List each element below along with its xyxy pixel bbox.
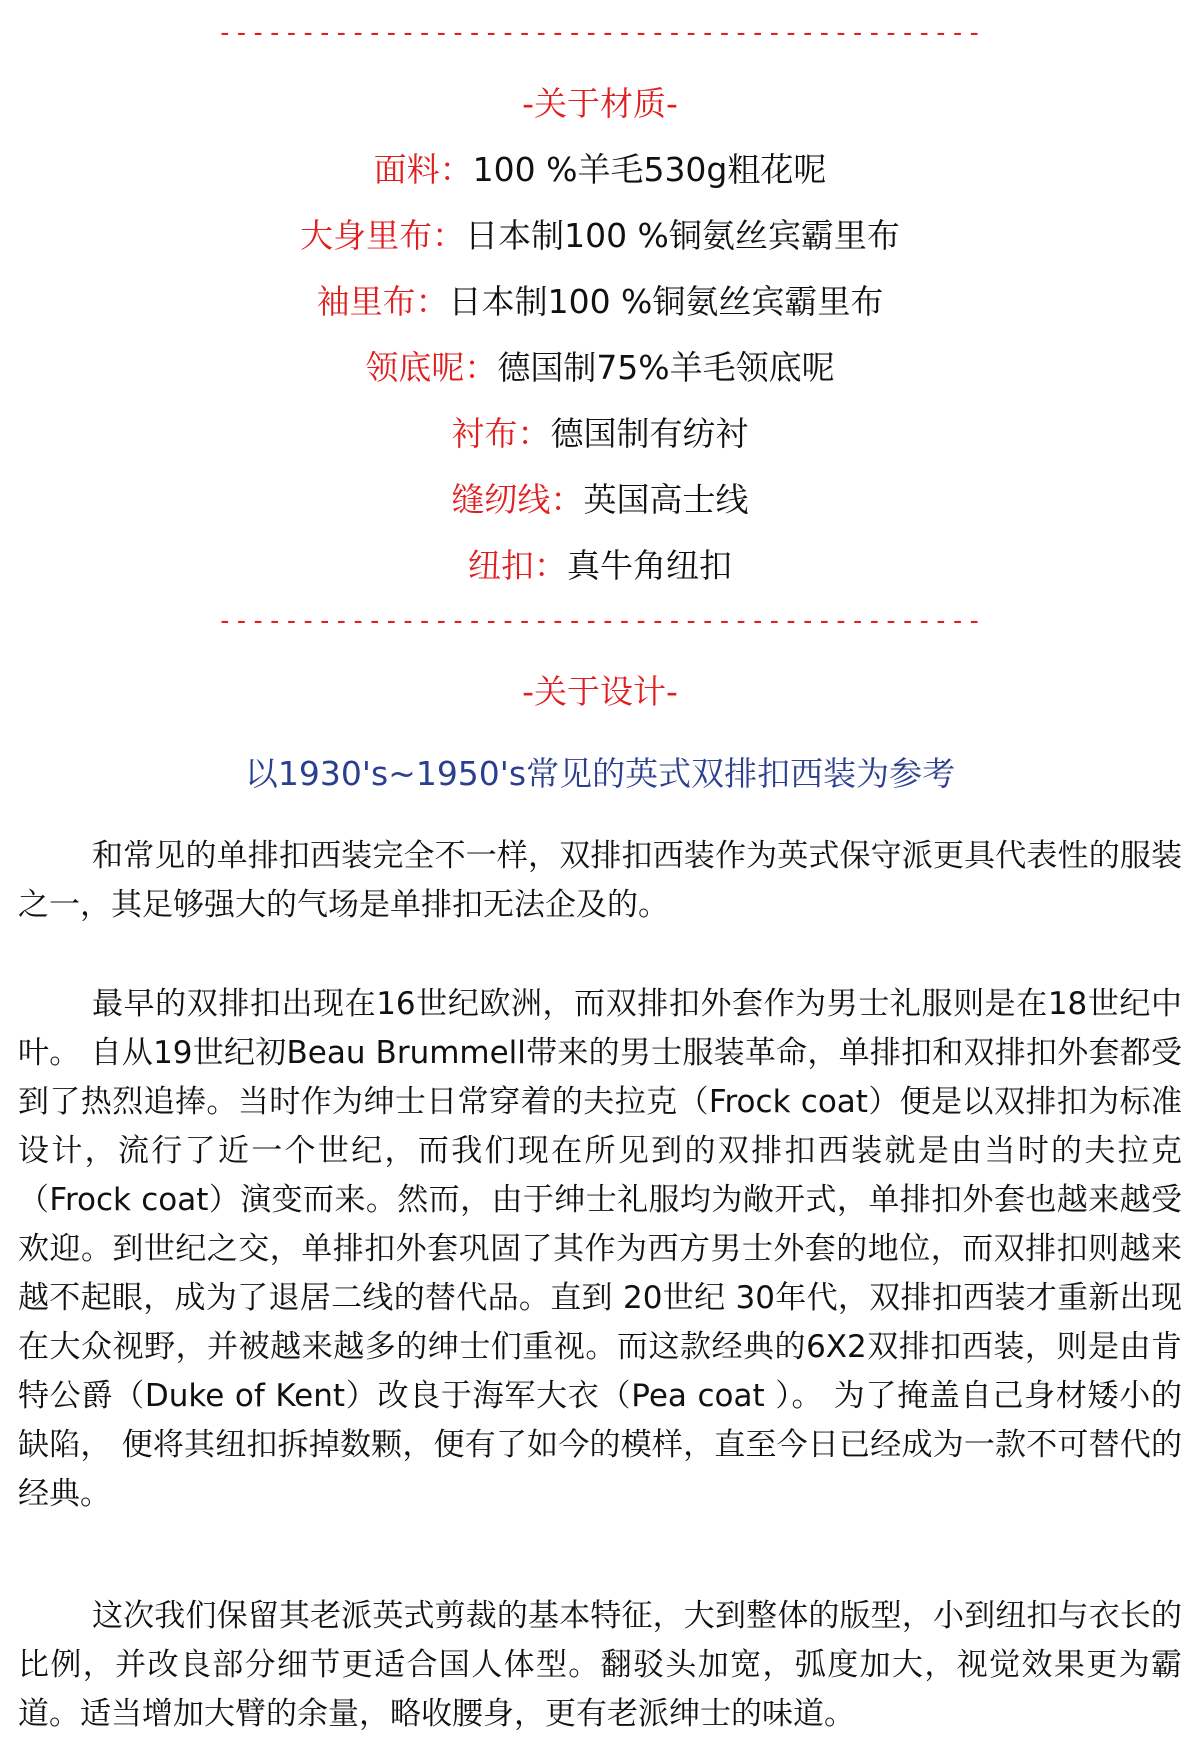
top-divider: ----------------------------------------------: [216, 18, 984, 48]
design-subtitle: 以1930's~1950's常见的英式双排扣西装为参考: [244, 754, 956, 793]
material-value: 日本制100 %铜氨丝宾霸里布: [448, 282, 884, 321]
material-line-body-lining: [0, 210, 1200, 257]
design-paragraph-2: 最早的双排扣出现在16世纪欧洲，而双排扣外套作为男士礼服则是在18世纪中叶。 自从19世纪初Beau Brummell带来的男士服装革命，单排扣和双排扣外套都受到了热烈追捧。当时作为绅士日常穿着的夫拉克（Frock coat）便是以双排扣为标准设计，流行了近一个世纪，而我们现在所见到的双排扣西装就是由当时的夫拉克（Frock coat）演变而来。然而，由于绅士礼服均为敞开式，单排扣外套也越来越受欢迎。到世纪之交，单排扣外套巩固了其作为西方男士外套的地位，而双排扣则越来越不起眼，成为了退居二线的替代品。直到 20世纪 30年代，双排扣西装才重新出现在大众视野，并被越来越多的绅士们重视。而这款经典的6X2双排扣西装，则是由肯特公爵（Duke of Kent）改良于海军大衣（Pea coat ）。 为了掩盖自己身材矮小的缺陷， 便将其纽扣拆掉数颗，便有了如今的模样，直至今日已经成为一款不可替代的经典。: [18, 986, 1182, 1512]
materials-heading: -关于材质-: [522, 84, 678, 123]
design-heading: -关于设计-: [522, 672, 678, 711]
material-label: 袖里布：: [316, 282, 449, 321]
material-line-sleeve-lining: [0, 276, 1200, 323]
middle-divider: ----------------------------------------------: [216, 606, 984, 636]
material-label: 缝纫线：: [451, 480, 584, 519]
design-paragraph-1: 和常见的单排扣西装完全不一样，双排扣西装作为英式保守派更具代表性的服装之一，其足够强大的气场是单排扣无法企及的。: [18, 838, 1182, 923]
material-label: 衬布：: [451, 414, 551, 453]
material-value: 真牛角纽扣: [567, 546, 732, 585]
material-value: 德国制有纺衬: [550, 414, 749, 453]
material-label: 领底呢：: [365, 348, 498, 387]
material-line-thread: [0, 474, 1200, 521]
material-value: 100 %羊毛530g粗花呢: [472, 150, 827, 189]
material-line-interlining: [0, 408, 1200, 455]
material-label: 纽扣：: [468, 546, 567, 585]
material-line-fabric: [0, 144, 1200, 191]
material-label: 大身里布：: [300, 216, 466, 255]
design-paragraph-3: 这次我们保留其老派英式剪裁的基本特征，大到整体的版型，小到纽扣与衣长的比例，并改良部分细节更适合国人体型。翻驳头加宽，弧度加大，视觉效果更为霸道。适当增加大臂的余量，略收腰身，更有老派绅士的味道。: [18, 1598, 1182, 1732]
material-line-undercollar: [0, 342, 1200, 389]
material-value: 日本制100 %铜氨丝宾霸里布: [465, 216, 900, 255]
material-label: 面料：: [373, 150, 473, 189]
material-value: 英国高士线: [583, 480, 749, 519]
material-value: 德国制75%羊毛领底呢: [497, 348, 835, 387]
material-line-buttons: [0, 540, 1200, 587]
